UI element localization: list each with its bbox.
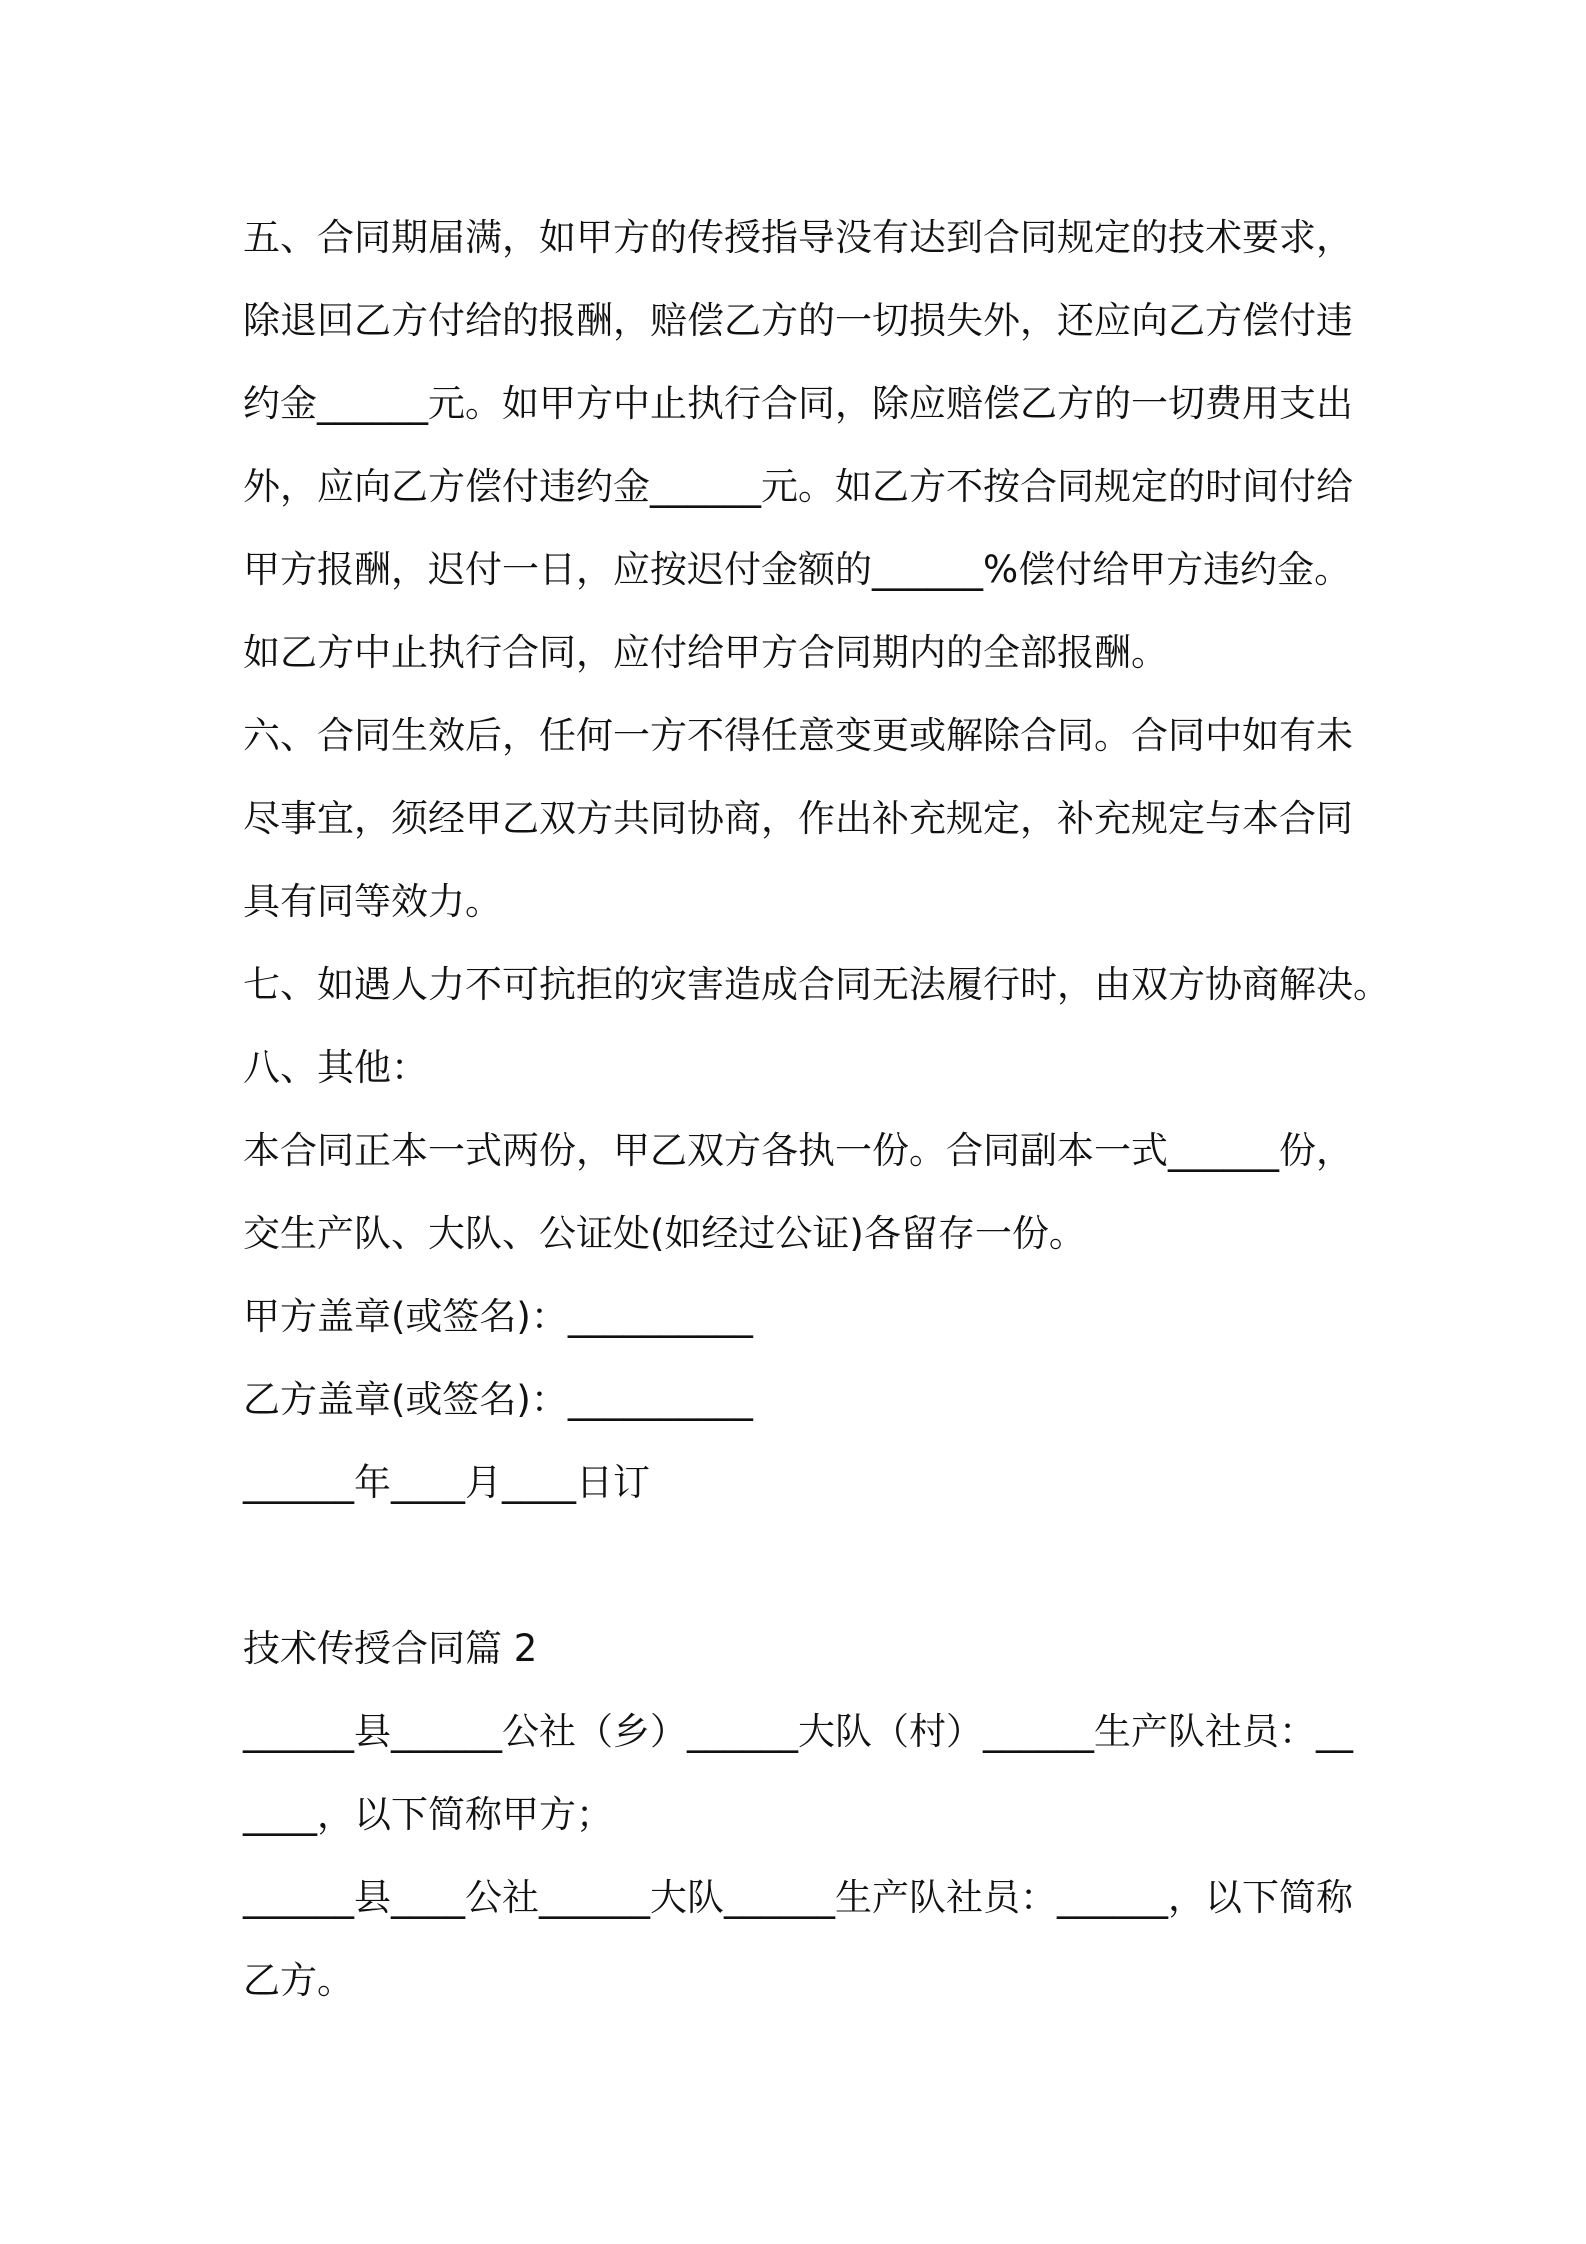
section-2-title: 技术传授合同篇 2 bbox=[243, 1627, 538, 1670]
party-b-intro: ______县____公社______大队______生产队社员：______，以下简称乙方。 bbox=[243, 1876, 1353, 2002]
party-a-signature-line: 甲方盖章(或签名)：__________ bbox=[243, 1295, 753, 1338]
clause-8-body: 本合同正本一式两份，甲乙双方各执一份。合同副本一式______份，交生产队、大队、公证处(如经过公证)各留存一份。 bbox=[243, 1129, 1353, 1255]
clause-6: 六、合同生效后，任何一方不得任意变更或解除合同。合同中如有未尽事宜，须经甲乙双方共同协商，作出补充规定，补充规定与本合同具有同等效力。 bbox=[243, 714, 1353, 923]
date-line: ______年____月____日订 bbox=[243, 1461, 650, 1504]
contract-text bbox=[243, 196, 1390, 2022]
party-a-intro: ______县______公社（乡）______大队（村）______生产队社员：______，以下简称甲方； bbox=[243, 1710, 1353, 1836]
section-gap bbox=[243, 1524, 1363, 1607]
clause-7: 七、如遇人力不可抗拒的灾害造成合同无法履行时，由双方协商解决。 bbox=[243, 963, 1390, 1006]
party-b-signature-line: 乙方盖章(或签名)：__________ bbox=[243, 1378, 753, 1421]
clause-8-title: 八、其他： bbox=[243, 1046, 428, 1089]
clause-5: 五、合同期届满，如甲方的传授指导没有达到合同规定的技术要求，除退回乙方付给的报酬，赔偿乙方的一切损失外，还应向乙方偿付违约金______元。如甲方中止执行合同，除应赔偿乙方的一切费用支出外，应向乙方偿付违约金______元。如乙方不按合同规定的时间付给甲方报酬，迟付一日，应按迟付金额的______%偿付给甲方违约金。如乙方中止执行合同，应付给甲方合同期内的全部报酬。 bbox=[243, 216, 1353, 674]
